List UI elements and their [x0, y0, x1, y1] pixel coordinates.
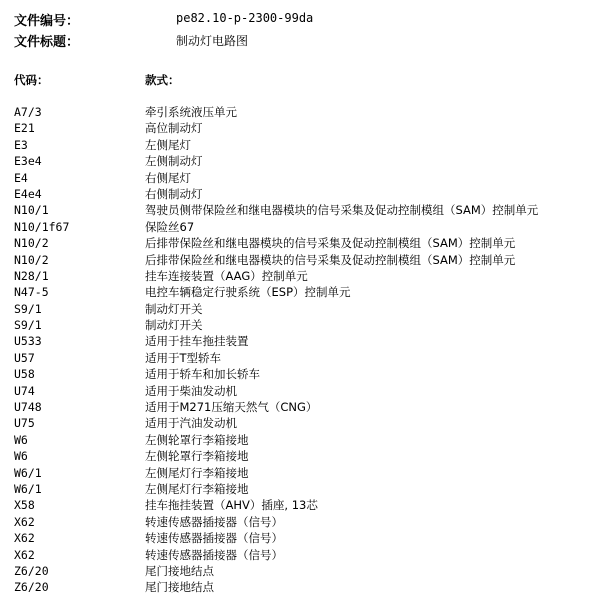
- list-item: [0, 186, 604, 202]
- code-column-header: 代码：: [14, 73, 49, 87]
- component-description: 转速传感器插接器（信号）: [145, 531, 283, 546]
- component-description: 制动灯开关: [145, 301, 203, 316]
- component-description: 左侧轮罩行李箱接地: [145, 432, 249, 447]
- component-description: 适用于M271压缩天然气（CNG）: [145, 400, 318, 415]
- component-description: 转速传感器插接器（信号）: [145, 514, 283, 529]
- list-item: [0, 268, 604, 284]
- component-code: E3: [14, 137, 28, 152]
- component-description: 左侧轮罩行李箱接地: [145, 449, 249, 464]
- list-item: [0, 399, 604, 415]
- component-description: 左侧尾灯行李箱接地: [145, 481, 249, 496]
- component-code: U74: [14, 383, 35, 398]
- list-item: [0, 383, 604, 399]
- doc-number-value: pe82.10-p-2300-99da: [176, 11, 314, 25]
- component-code: W6/1: [14, 465, 42, 480]
- list-item: [0, 137, 604, 153]
- list-item: [0, 366, 604, 382]
- component-description: 后排带保险丝和继电器模块的信号采集及促动控制模组（SAM）控制单元: [145, 252, 516, 267]
- doc-number-label: 文件编号：: [14, 14, 80, 29]
- component-code: E4: [14, 170, 28, 185]
- list-item: [0, 317, 604, 333]
- list-item: [0, 170, 604, 186]
- list-item: [0, 579, 604, 595]
- component-description: 后排带保险丝和继电器模块的信号采集及促动控制模组（SAM）控制单元: [145, 236, 516, 251]
- component-code: N10/1: [14, 203, 49, 218]
- component-code: U58: [14, 367, 35, 382]
- list-item: [0, 530, 604, 546]
- component-code: X62: [14, 531, 35, 546]
- list-item: [0, 481, 604, 497]
- component-description: 适用于轿车和加长轿车: [145, 367, 260, 382]
- component-code: N10/2: [14, 252, 49, 267]
- doc-title-label: 文件标题：: [14, 35, 80, 50]
- component-code: U748: [14, 400, 42, 415]
- component-code: Z6/20: [14, 580, 49, 595]
- component-code: N28/1: [14, 268, 49, 283]
- component-description: 右侧尾灯: [145, 170, 191, 185]
- component-description: 适用于汽油发动机: [145, 416, 237, 431]
- list-item: [0, 284, 604, 300]
- component-code: X62: [14, 514, 35, 529]
- component-description: 左侧尾灯行李箱接地: [145, 465, 249, 480]
- component-description: 右侧制动灯: [145, 186, 203, 201]
- component-code: E3e4: [14, 154, 42, 169]
- description-column-header: 款式：: [145, 73, 180, 87]
- component-description: 高位制动灯: [145, 121, 203, 136]
- list-item: [0, 235, 604, 251]
- list-item: [0, 350, 604, 366]
- list-item: [0, 219, 604, 235]
- list-item: [0, 301, 604, 317]
- component-description: 适用于挂车拖挂装置: [145, 334, 249, 349]
- list-item: [0, 415, 604, 431]
- list-item: [0, 120, 604, 136]
- component-description: 适用于T型轿车: [145, 350, 222, 365]
- component-code: N10/2: [14, 236, 49, 251]
- component-description: 电控车辆稳定行驶系统（ESP）控制单元: [145, 285, 351, 300]
- component-description: 保险丝67: [145, 219, 195, 234]
- component-code: S9/1: [14, 318, 42, 333]
- component-description: 左侧制动灯: [145, 154, 203, 169]
- component-code: W6: [14, 449, 28, 464]
- component-description: 适用于柴油发动机: [145, 383, 237, 398]
- component-code: X62: [14, 547, 35, 562]
- component-code: A7/3: [14, 105, 42, 119]
- component-code: E4e4: [14, 186, 42, 201]
- list-item: [0, 547, 604, 563]
- component-description: 牵引系统液压单元: [145, 105, 237, 119]
- component-code: N10/1f67: [14, 219, 70, 234]
- component-code: U75: [14, 416, 35, 431]
- component-description: 转速传感器插接器（信号）: [145, 547, 283, 562]
- component-code: X58: [14, 498, 35, 513]
- component-description: 制动灯开关: [145, 318, 203, 333]
- component-code: W6/1: [14, 481, 42, 496]
- component-code: E21: [14, 121, 35, 136]
- list-item: [0, 153, 604, 169]
- doc-title-value: 制动灯电路图: [176, 34, 249, 48]
- list-item: [0, 104, 604, 120]
- list-item: [0, 202, 604, 218]
- component-code: Z6/20: [14, 563, 49, 578]
- component-description: 挂车连接装置（AAG）控制单元: [145, 268, 308, 283]
- component-code: U57: [14, 350, 35, 365]
- component-code: U533: [14, 334, 42, 349]
- list-item: [0, 465, 604, 481]
- component-description: 左侧尾灯: [145, 137, 191, 152]
- list-item: [0, 448, 604, 464]
- component-code: S9/1: [14, 301, 42, 316]
- list-item: [0, 563, 604, 579]
- list-item: [0, 497, 604, 513]
- component-list: [0, 104, 604, 596]
- list-item: [0, 333, 604, 349]
- component-description: 尾门接地结点: [145, 580, 214, 595]
- list-item: [0, 252, 604, 268]
- list-item: [0, 514, 604, 530]
- component-description: 挂车拖挂装置（AHV）插座, 13芯: [145, 498, 318, 513]
- component-description: 驾驶员侧带保险丝和继电器模块的信号采集及促动控制模组（SAM）控制单元: [145, 203, 539, 218]
- component-code: W6: [14, 432, 28, 447]
- component-code: N47-5: [14, 285, 49, 300]
- list-item: [0, 432, 604, 448]
- component-description: 尾门接地结点: [145, 563, 214, 578]
